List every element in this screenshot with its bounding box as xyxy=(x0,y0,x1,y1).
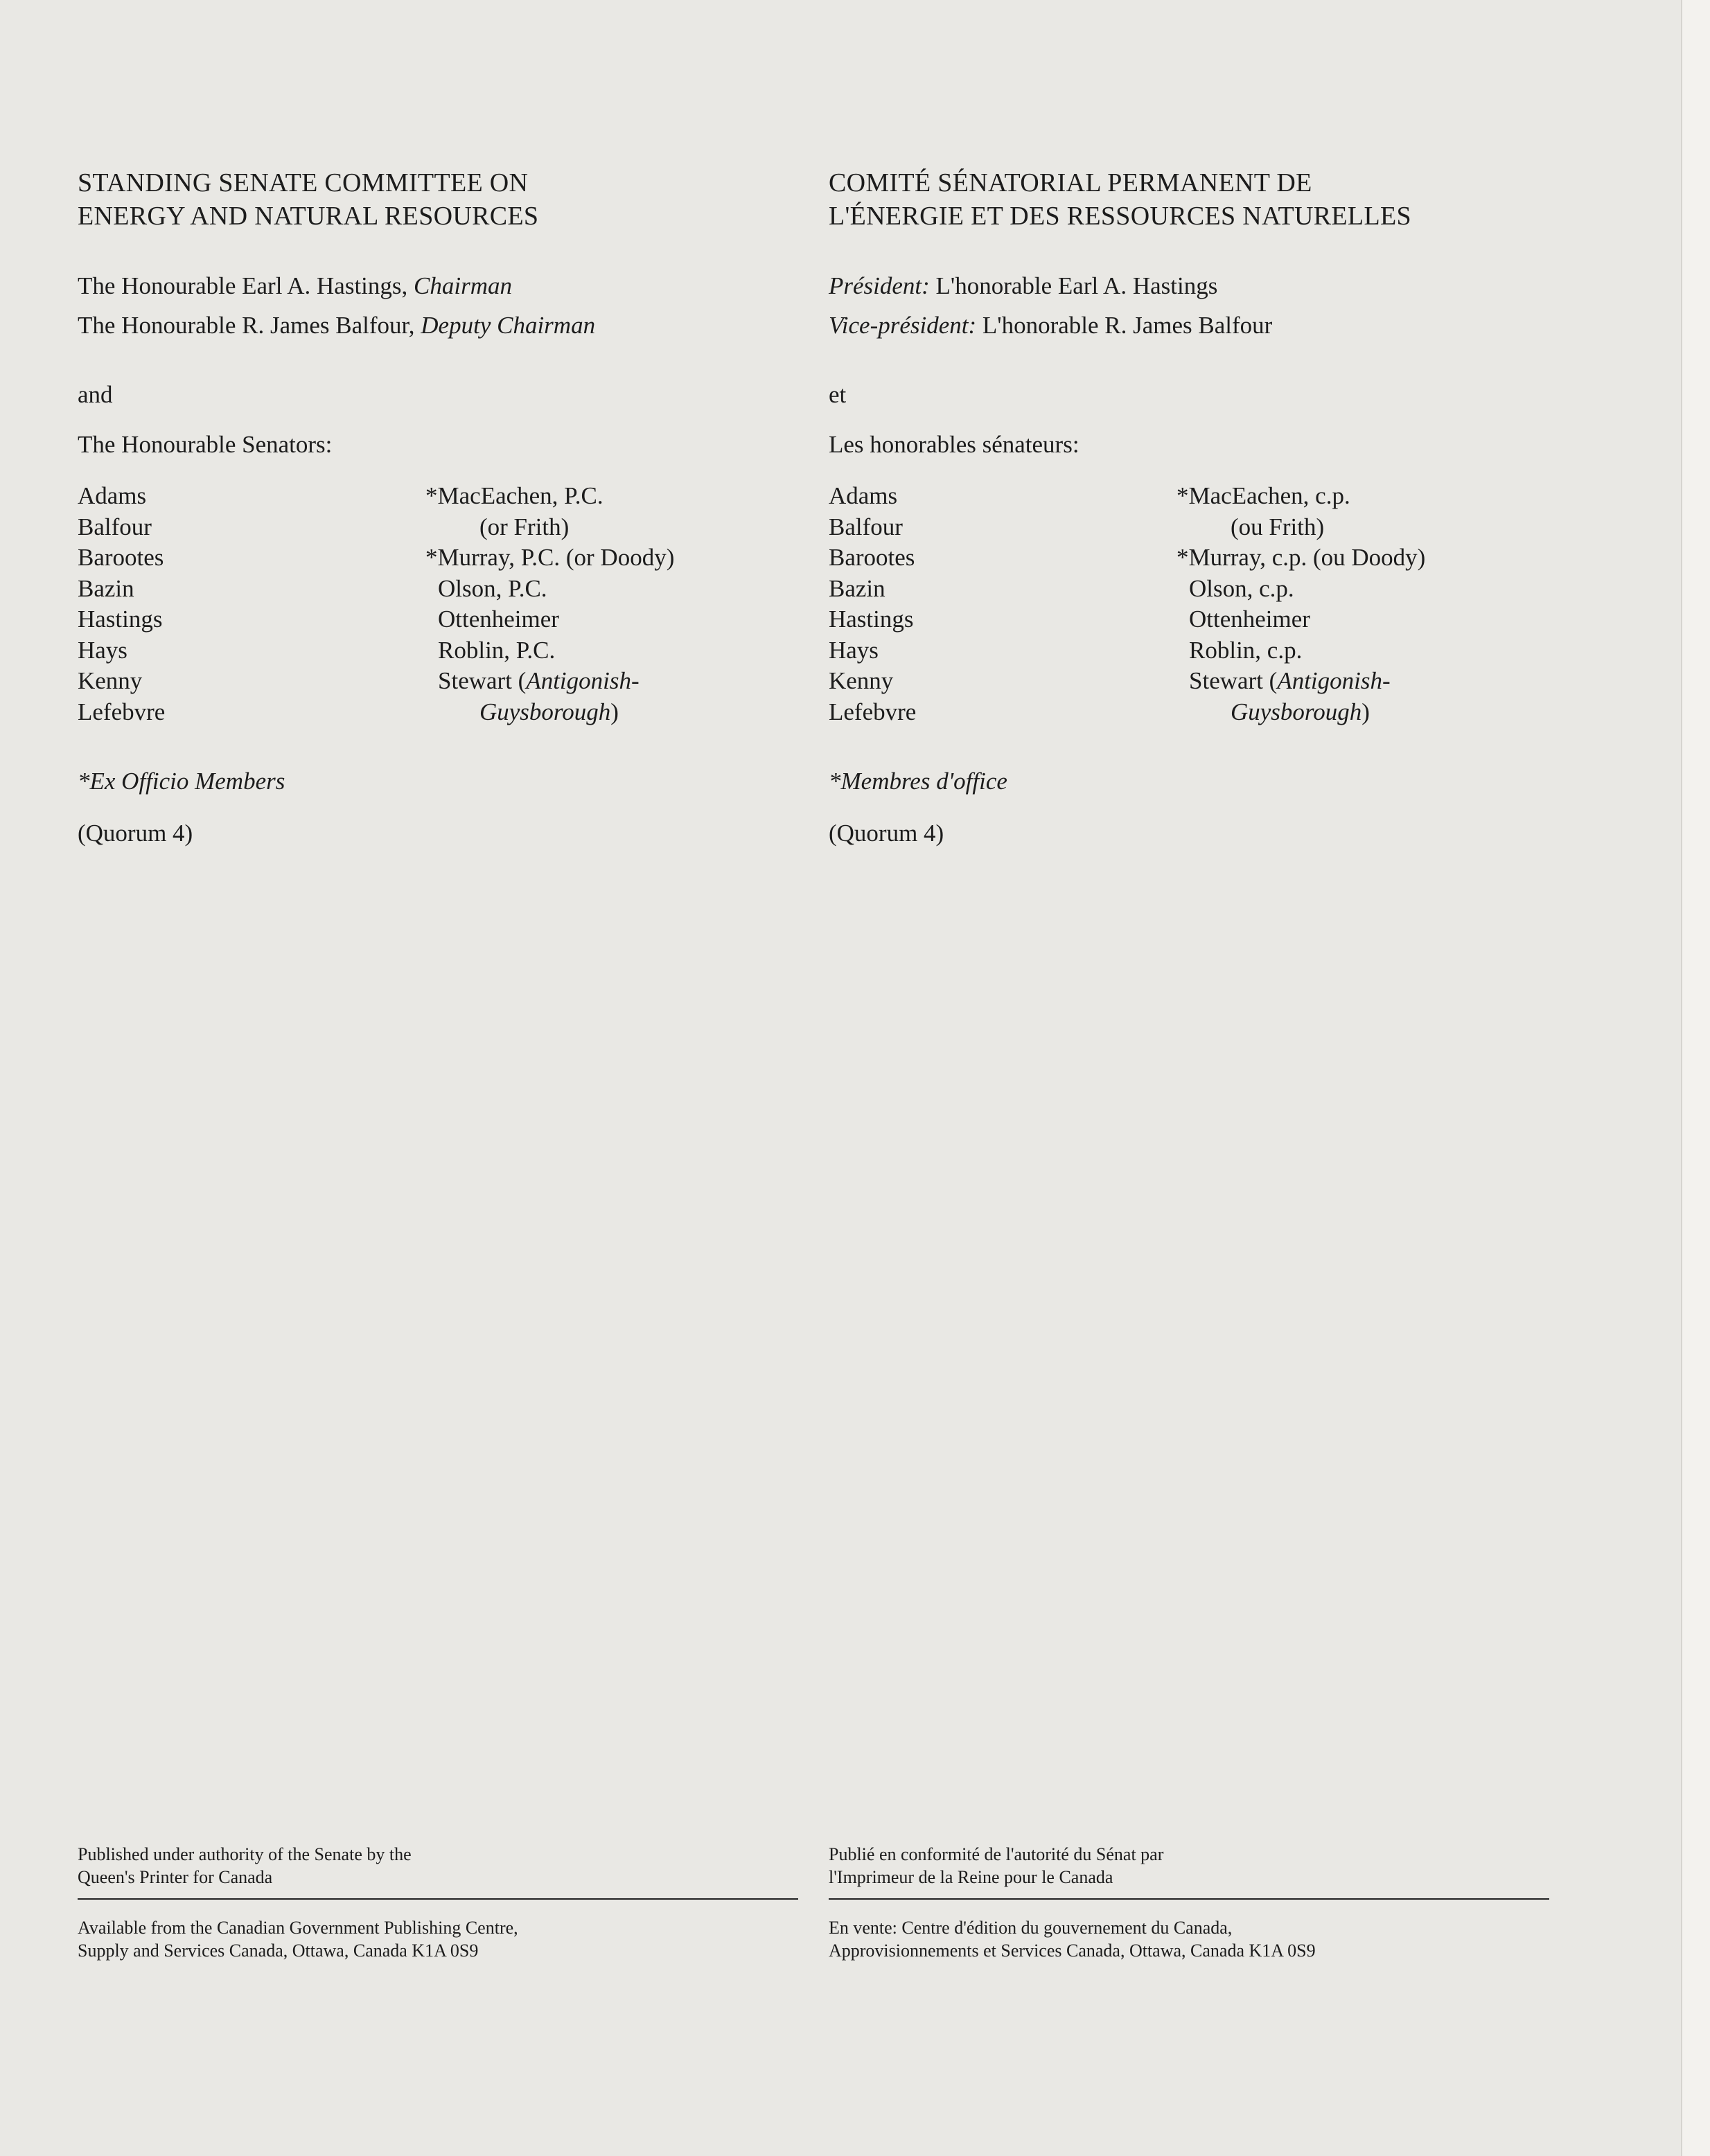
ex-officio-note: *Membres d'office xyxy=(829,768,1007,795)
published-notice xyxy=(829,1843,1549,1900)
member-riding: Antigonish- xyxy=(526,667,640,694)
page-edge xyxy=(1681,0,1710,2156)
english-column xyxy=(78,0,819,2156)
member-alternate: (ou Frith) xyxy=(1231,513,1325,540)
member-name: Olson, c.p. xyxy=(1189,574,1294,602)
published-line: Queen's Printer for Canada xyxy=(78,1867,273,1887)
members-left-column xyxy=(829,481,1175,727)
member-name: Barootes xyxy=(78,544,164,571)
published-notice xyxy=(78,1843,798,1900)
members-right-column xyxy=(425,481,826,727)
president-name: L'honorable Earl A. Hastings xyxy=(929,272,1218,299)
deputy-chairman-name: The Honourable R. James Balfour, xyxy=(78,312,421,339)
members-right-column xyxy=(1176,481,1577,727)
availability-notice xyxy=(78,1916,798,1962)
english-heading xyxy=(78,166,538,233)
member-alternate: (or Frith) xyxy=(479,513,570,540)
published-line: Published under authority of the Senate by the xyxy=(78,1844,412,1864)
vice-president-line xyxy=(829,306,1272,345)
heading-line: ENERGY AND NATURAL RESOURCES xyxy=(78,202,539,231)
quorum-note: (Quorum 4) xyxy=(78,820,193,847)
member-text: Stewart ( xyxy=(438,667,527,694)
member-name: Kenny xyxy=(78,667,143,694)
member-name: Hastings xyxy=(829,606,914,633)
member-name: Lefebvre xyxy=(829,698,917,725)
and-word: and xyxy=(78,381,113,408)
member-name: Balfour xyxy=(829,513,903,540)
vice-president-role: Vice-président: xyxy=(829,312,977,339)
chairman-role: Chairman xyxy=(414,272,512,299)
member-name: Hays xyxy=(78,636,127,664)
member-name: Barootes xyxy=(829,544,915,571)
officers xyxy=(78,266,595,345)
member-name-continued xyxy=(1189,697,1577,728)
member-name: Olson, P.C. xyxy=(438,574,547,602)
member-text: ) xyxy=(610,698,619,725)
ex-officio-note: *Ex Officio Members xyxy=(78,768,285,795)
deputy-chairman-role: Deputy Chairman xyxy=(421,312,596,339)
member-riding: Antigonish- xyxy=(1277,667,1391,694)
heading-line: STANDING SENATE COMMITTEE ON xyxy=(78,168,529,197)
heading-line: L'ÉNERGIE ET DES RESSOURCES NATURELLES xyxy=(829,202,1411,231)
availability-line: En vente: Centre d'édition du gouvernement du Canada, xyxy=(829,1918,1233,1938)
french-heading xyxy=(829,166,1411,233)
member-name: Lefebvre xyxy=(78,698,166,725)
french-column xyxy=(829,0,1570,2156)
member-name: Hays xyxy=(829,636,879,664)
member-name: Bazin xyxy=(78,574,134,602)
senators-label: The Honourable Senators: xyxy=(78,431,333,458)
member-name: Bazin xyxy=(829,574,885,602)
availability-line: Approvisionnements et Services Canada, Ottawa, Canada K1A 0S9 xyxy=(829,1941,1316,1961)
member-name: *Murray, P.C. (or Doody) xyxy=(425,544,675,571)
availability-line: Available from the Canadian Government Publishing Centre, xyxy=(78,1918,518,1938)
senators-label: Les honorables sénateurs: xyxy=(829,431,1079,458)
member-name: *MacEachen, P.C. xyxy=(425,482,603,509)
quorum-note: (Quorum 4) xyxy=(829,820,944,847)
member-name: Roblin, P.C. xyxy=(438,636,556,664)
published-line: Publié en conformité de l'autorité du Sénat par xyxy=(829,1844,1164,1864)
member-name: Kenny xyxy=(829,667,894,694)
members-left-column xyxy=(78,481,424,727)
member-name: Hastings xyxy=(78,606,163,633)
member-name xyxy=(438,666,826,697)
chairman-name: The Honourable Earl A. Hastings, xyxy=(78,272,414,299)
member-riding: Guysborough xyxy=(479,698,611,725)
member-name: Ottenheimer xyxy=(1189,606,1310,633)
president-line xyxy=(829,266,1272,306)
member-name-continued xyxy=(438,697,826,728)
officers xyxy=(829,266,1272,345)
member-name xyxy=(1189,666,1577,697)
president-role: Président: xyxy=(829,272,930,299)
member-name: *MacEachen, c.p. xyxy=(1176,482,1350,509)
chairman-line xyxy=(78,266,595,306)
published-line: l'Imprimeur de la Reine pour le Canada xyxy=(829,1867,1113,1887)
member-name: Adams xyxy=(829,482,898,509)
vice-president-name: L'honorable R. James Balfour xyxy=(976,312,1273,339)
member-name: Roblin, c.p. xyxy=(1189,636,1303,664)
member-name: Balfour xyxy=(78,513,152,540)
availability-notice xyxy=(829,1916,1549,1962)
member-name: *Murray, c.p. (ou Doody) xyxy=(1176,544,1426,571)
member-text: ) xyxy=(1361,698,1370,725)
member-name: Ottenheimer xyxy=(438,606,559,633)
member-riding: Guysborough xyxy=(1231,698,1362,725)
deputy-chairman-line xyxy=(78,306,595,345)
member-text: Stewart ( xyxy=(1189,667,1278,694)
and-word: et xyxy=(829,381,847,408)
member-name: Adams xyxy=(78,482,147,509)
heading-line: COMITÉ SÉNATORIAL PERMANENT DE xyxy=(829,168,1312,197)
availability-line: Supply and Services Canada, Ottawa, Canada K1A 0S9 xyxy=(78,1941,479,1961)
